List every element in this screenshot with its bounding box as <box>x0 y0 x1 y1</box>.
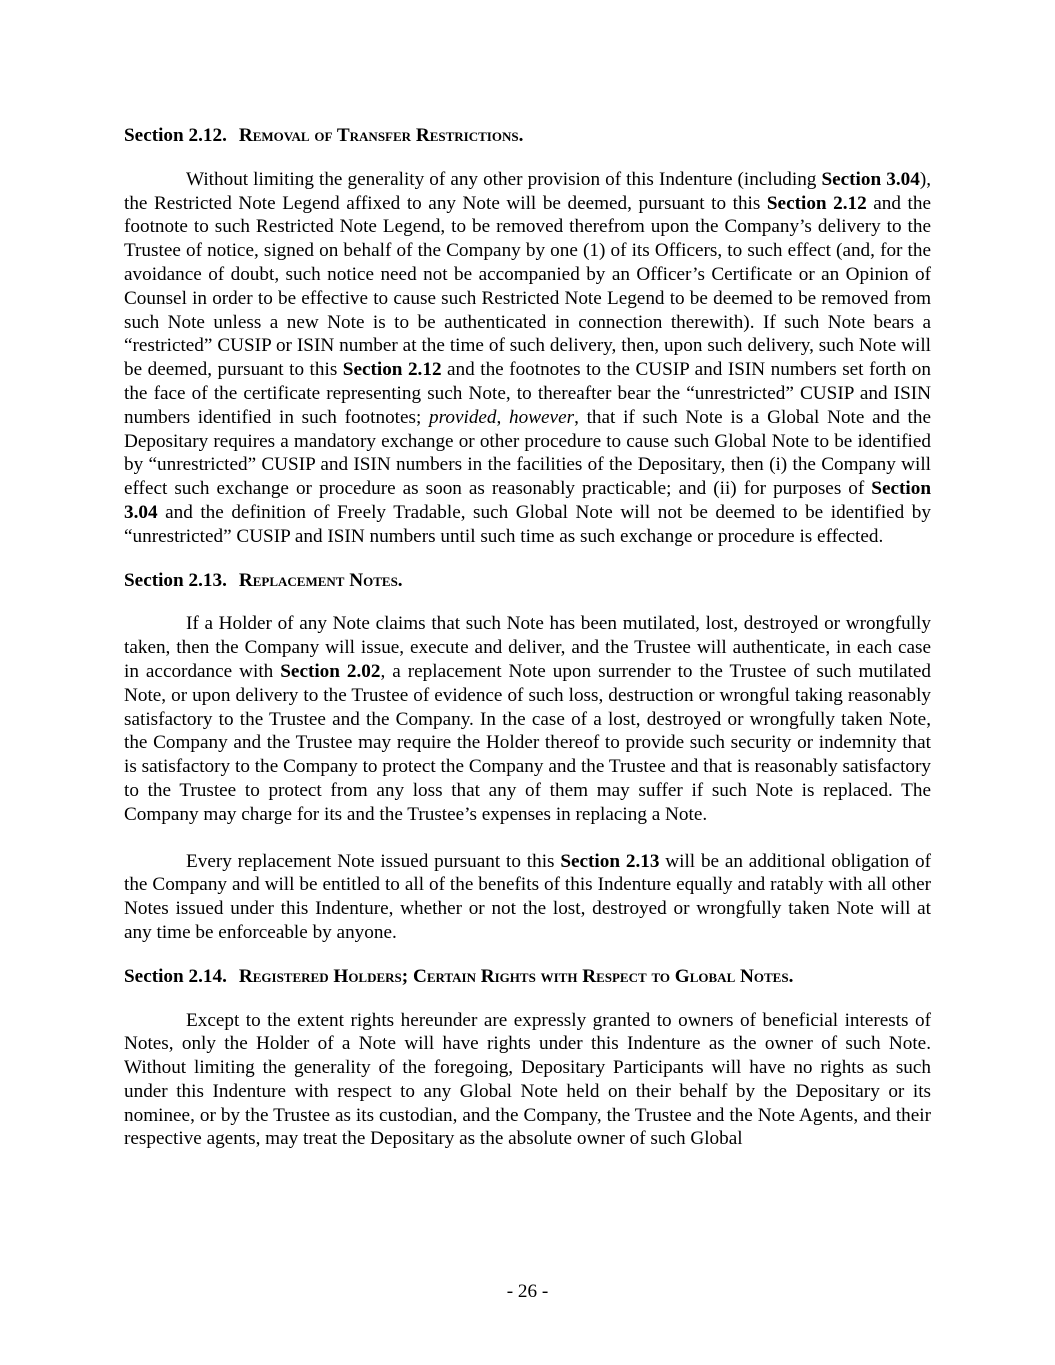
section-heading <box>124 569 931 593</box>
section-paragraph: If a Holder of any Note claims that such Note has been mutilated, lost, destroyed or wrongfully taken, then the Company will issue, execute and deliver, and the Trustee will authenticate, in each case in accordance with Section 2.02, a replacement Note upon surrender to the Trustee of such mutilated Note, or upon delivery to the Trustee of evidence of such loss, destruction or wrongful taking reasonably satisfactory to the Trustee and the Company. In the case of a lost, destroyed or wrongfully taken Note, the Company and the Trustee may require the Holder thereof to provide such security or indemnity that is satisfactory to the Company to protect the Company and the Trustee and that is reasonably satisfactory to the Trustee to protect from any loss that any of them may suffer if such Note is replaced. The Company may charge for its and the Trustee’s expenses in replacing a Note. <box>124 613 931 825</box>
section-number: Section 2.14. <box>124 965 227 987</box>
section-paragraph: Without limiting the generality of any other provision of this Indenture (including Section 3.04), the Restricted Note Legend affixed to any Note will be deemed, pursuant to this Section 2.12 and the footnote to such Restricted Note Legend, to be removed therefrom upon the Company’s delivery to the Trustee of notice, signed on behalf of the Company by one (1) of its Officers, to such effect (and, for the avoidance of doubt, such notice need not be accompanied by an Officer’s Certificate or an Opinion of Counsel in order to be effective to cause such Restricted Note Legend to be deemed to be removed from such Note unless a new Note is to be authenticated in connection therewith). If such Note bears a “restricted” CUSIP or ISIN number at the time of such delivery, then, upon such delivery, such Note will be deemed, pursuant to this Section 2.12 and the footnotes to the CUSIP and ISIN numbers set forth on the face of the certificate representing such Note, to thereafter bear the “unrestricted” CUSIP and ISIN numbers identified in such footnotes; provided, however, that if such Note is a Global Note and the Depositary requires a mandatory exchange or other procedure to cause such Global Note to be identified by “unrestricted” CUSIP and ISIN numbers in the facilities of the Depositary, then (i) the Company will effect such exchange or procedure as soon as reasonably practicable; and (ii) for purposes of Section 3.04 and the definition of Freely Tradable, such Global Note will not be deemed to be identified by “unrestricted” CUSIP and ISIN numbers until such time as such exchange or procedure is effected. <box>124 168 931 547</box>
page-number: - 26 - <box>506 1281 549 1302</box>
section-paragraph: Except to the extent rights hereunder are expressly granted to owners of beneficial interests of Notes, only the Holder of a Note will have rights under this Indenture as the owner of such Note. Without limiting the generality of the foregoing, Depositary Participants will have no rights as such under this Indenture with respect to any Global Note held on their behalf by the Depositary or its nominee, or by the Trustee as its custodian, and the Company, the Trustee and the Note Agents, and their respective agents, may treat the Depositary as the absolute owner of such Global <box>124 1009 931 1150</box>
page-content <box>124 124 931 1151</box>
section-title: Replacement Notes. <box>238 569 403 591</box>
section-paragraph: Every replacement Note issued pursuant to this Section 2.13 will be an additional obligation of the Company and will be entitled to all of the benefits of this Indenture equally and ratably with all other Notes issued under this Indenture, whether or not the lost, destroyed or wrongfully taken Note will at any time be enforceable by anyone. <box>124 850 931 943</box>
section-title: Removal of Transfer Restrictions. <box>238 125 524 146</box>
section-heading <box>124 124 931 148</box>
section-number: Section 2.13. <box>124 569 227 591</box>
section-number: Section 2.12. <box>124 125 227 146</box>
section-heading <box>124 965 931 989</box>
section-title: Registered Holders; Certain Rights with Respect to Global Notes. <box>238 965 794 987</box>
